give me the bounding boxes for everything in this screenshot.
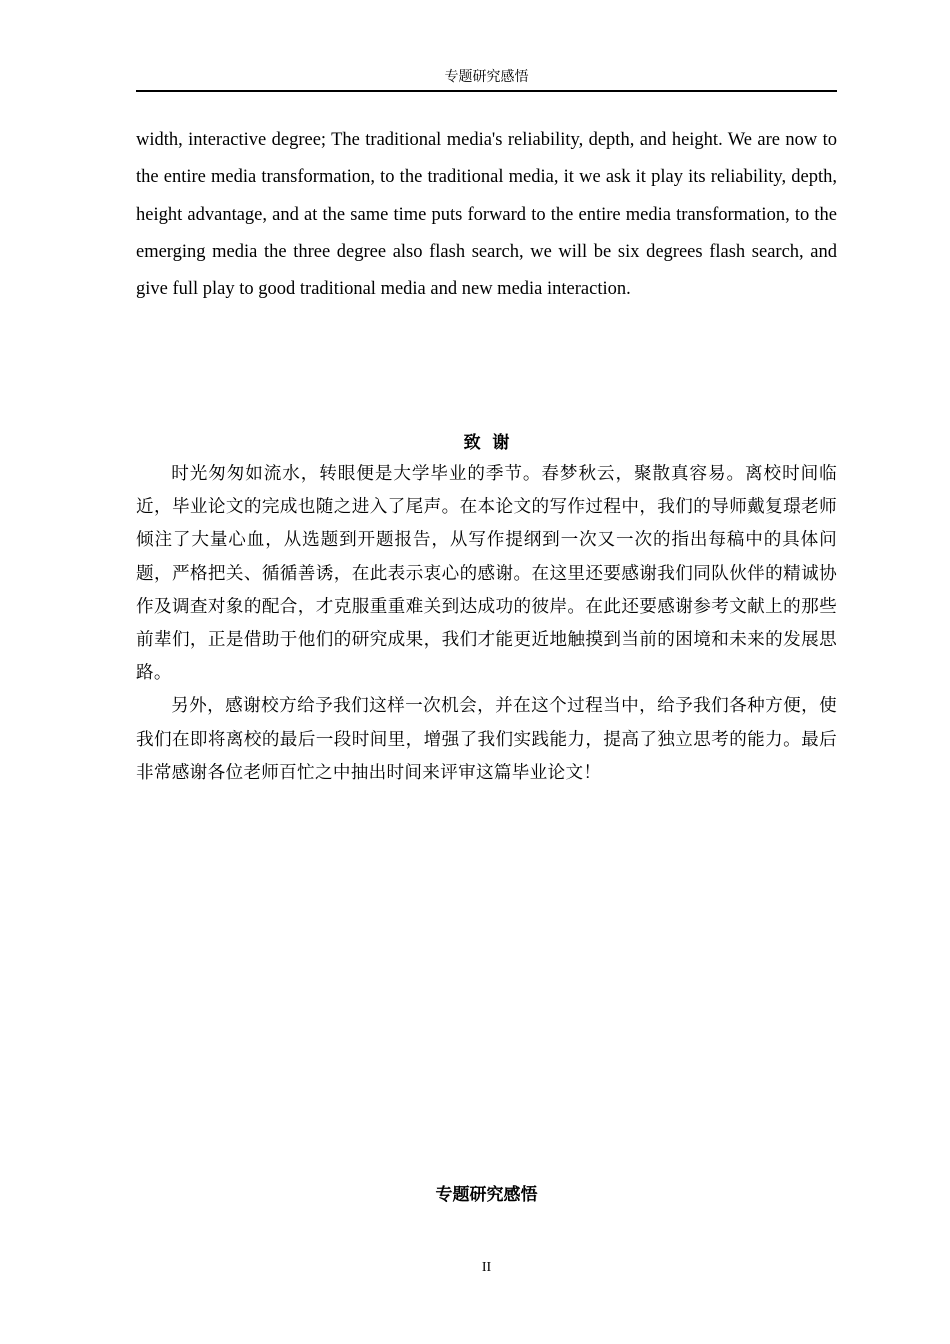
acknowledgement-paragraph-2: 另外，感谢校方给予我们这样一次机会，并在这个过程当中，给予我们各种方便，使我们在即将离校的最后一段时间里，增强了我们实践能力，提高了独立思考的能力。最后非常感谢各位老师百忙之中抽出时间来评审这篇毕业论文！ bbox=[136, 696, 837, 783]
page-header bbox=[136, 66, 837, 92]
next-section-title: 专题研究感悟 bbox=[435, 1185, 538, 1205]
acknowledgement-body bbox=[136, 458, 837, 790]
english-paragraph: width, interactive degree; The traditional media's reliability, depth, and height. We are now to the entire media transformation, to the traditional media, it we ask it play its reliability, depth, height advantage, and at the same time puts forward to the entire media transformation, to the emerging media the three degree also flash search, we will be six degrees flash search, and give full play to good traditional media and new media interaction. bbox=[136, 130, 837, 300]
running-title: 专题研究感悟 bbox=[444, 69, 529, 85]
acknowledgement-paragraph-1: 时光匆匆如流水，转眼便是大学毕业的季节。春梦秋云，聚散真容易。离校时间临近，毕业论文的完成也随之进入了尾声。在本论文的写作过程中，我们的导师戴复璟老师倾注了大量心血，从选题到开题报告，从写作提纲到一次又一次的指出每稿中的具体问题，严格把关、循循善诱，在此表示衷心的感谢。在这里还要感谢我们同队伙伴的精诚协作及调查对象的配合，才克服重重难关到达成功的彼岸。在此还要感谢参考文献上的那些前辈们，正是借助于他们的研究成果，我们才能更近地触摸到当前的困境和未来的发展思路。 bbox=[136, 464, 837, 684]
page-number: II bbox=[481, 1260, 492, 1275]
acknowledgement-title: 致 谢 bbox=[463, 433, 510, 453]
